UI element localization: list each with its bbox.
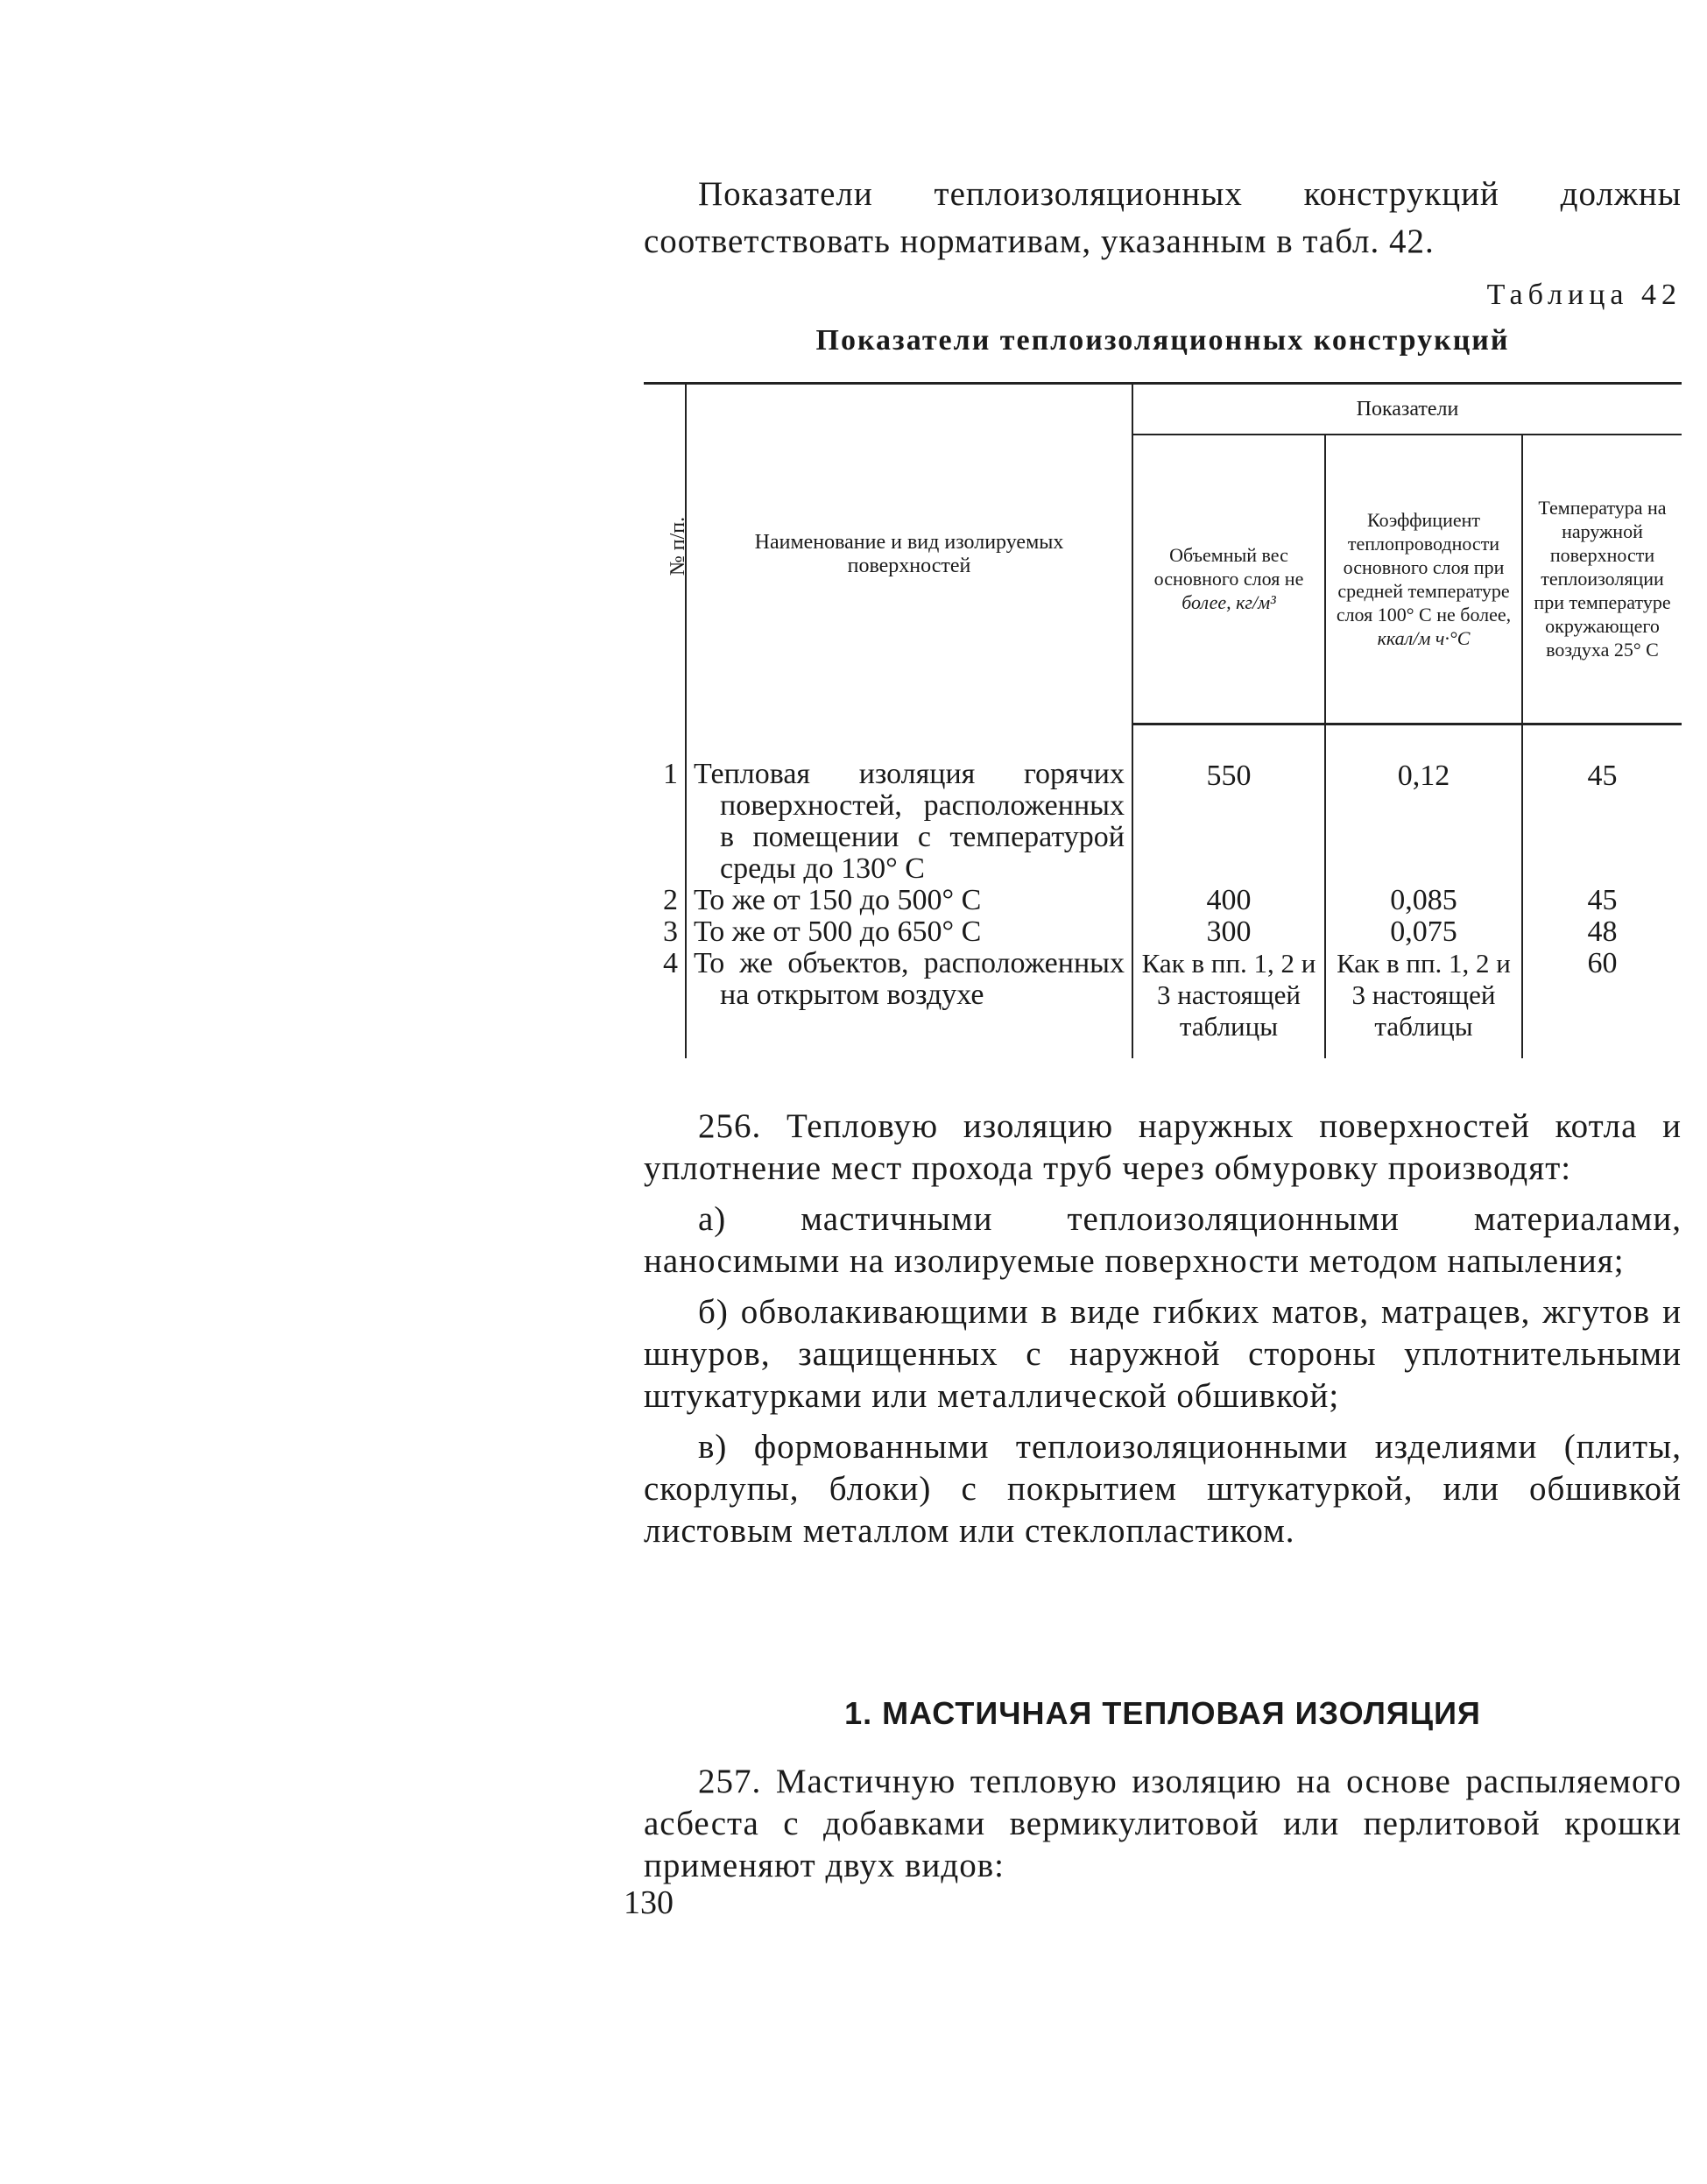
col-name-header: Наименование и вид изолируемых поверхностей (686, 384, 1132, 724)
paragraph-256a: а) мастичными теплоизоляционными материалами, наносимыми на изолируемые поверхности методом напыления; (644, 1200, 1682, 1280)
page-number: 130 (624, 1884, 674, 1921)
table-row: 4 То же объектов, расположенных на открытом воздухе Как в пп. 1, 2 и 3 настоящей таблицы Как в пп. 1, 2 и 3 настоящей таблицы 60 (644, 948, 1682, 1058)
section-256 (644, 1106, 1682, 1561)
section-257 (644, 1761, 1682, 1887)
indicators-group-header: Показатели (1132, 384, 1682, 435)
paragraph-257: 257. Мастичную тепловую изоляцию на основе распыляемого асбеста с добавками вермикулитовой или перлитовой крошки применяют двух видов: (644, 1763, 1682, 1884)
section-title: 1. МАСТИЧНАЯ ТЕПЛОВАЯ ИЗОЛЯЦИЯ (844, 1695, 1481, 1731)
table-row: 2 То же от 150 до 500° С 400 0,085 45 (663, 884, 1618, 916)
paragraph-256: 256. Тепловую изоляцию наружных поверхностей котла и уплотнение мест прохода труб через обмуровку производят: (644, 1107, 1682, 1187)
col-density-header: Объемный вес основного слоя не более, кг/м³ (1132, 435, 1325, 724)
intro-paragraph: Показатели теплоизоляционных конструкций должны соответствовать нормативам, указанным в табл. 42. (644, 175, 1682, 260)
table-row: 3 То же от 500 до 650° С 300 0,075 48 (663, 915, 1618, 948)
col-temperature-header: Температура на наружной поверхности теплоизоляции при температуре окружающего воздуха 25° С (1522, 435, 1682, 724)
paragraph-256b: б) обволакивающими в виде гибких матов, матрацев, жгутов и шнуров, защищенных с наружной стороны уплотнительными штукатурками или металлической обшивкой; (644, 1293, 1682, 1415)
col-conductivity-header: Коэффициент теплопроводности основного слоя при средней температуре слоя 100° С не более, ккал/м ч·°С (1325, 435, 1522, 724)
table-title: Показатели теплоизоляционных конструкций (815, 324, 1510, 357)
insulation-norms-table (644, 382, 1682, 1058)
table-label: Таблица 42 (1486, 279, 1682, 311)
table-row: 1 Тепловая изоляция горячих поверхностей, расположенных в помещении с температурой среды до 130° С 550 0,12 45 (644, 724, 1682, 885)
paragraph-256c: в) формованными теплоизоляционными изделиями (плиты, скорлупы, блоки) с покрытием штукатуркой, или обшивкой листовым металлом или стеклопластиком. (644, 1428, 1682, 1550)
col-number-header: № п/п. (644, 384, 686, 724)
